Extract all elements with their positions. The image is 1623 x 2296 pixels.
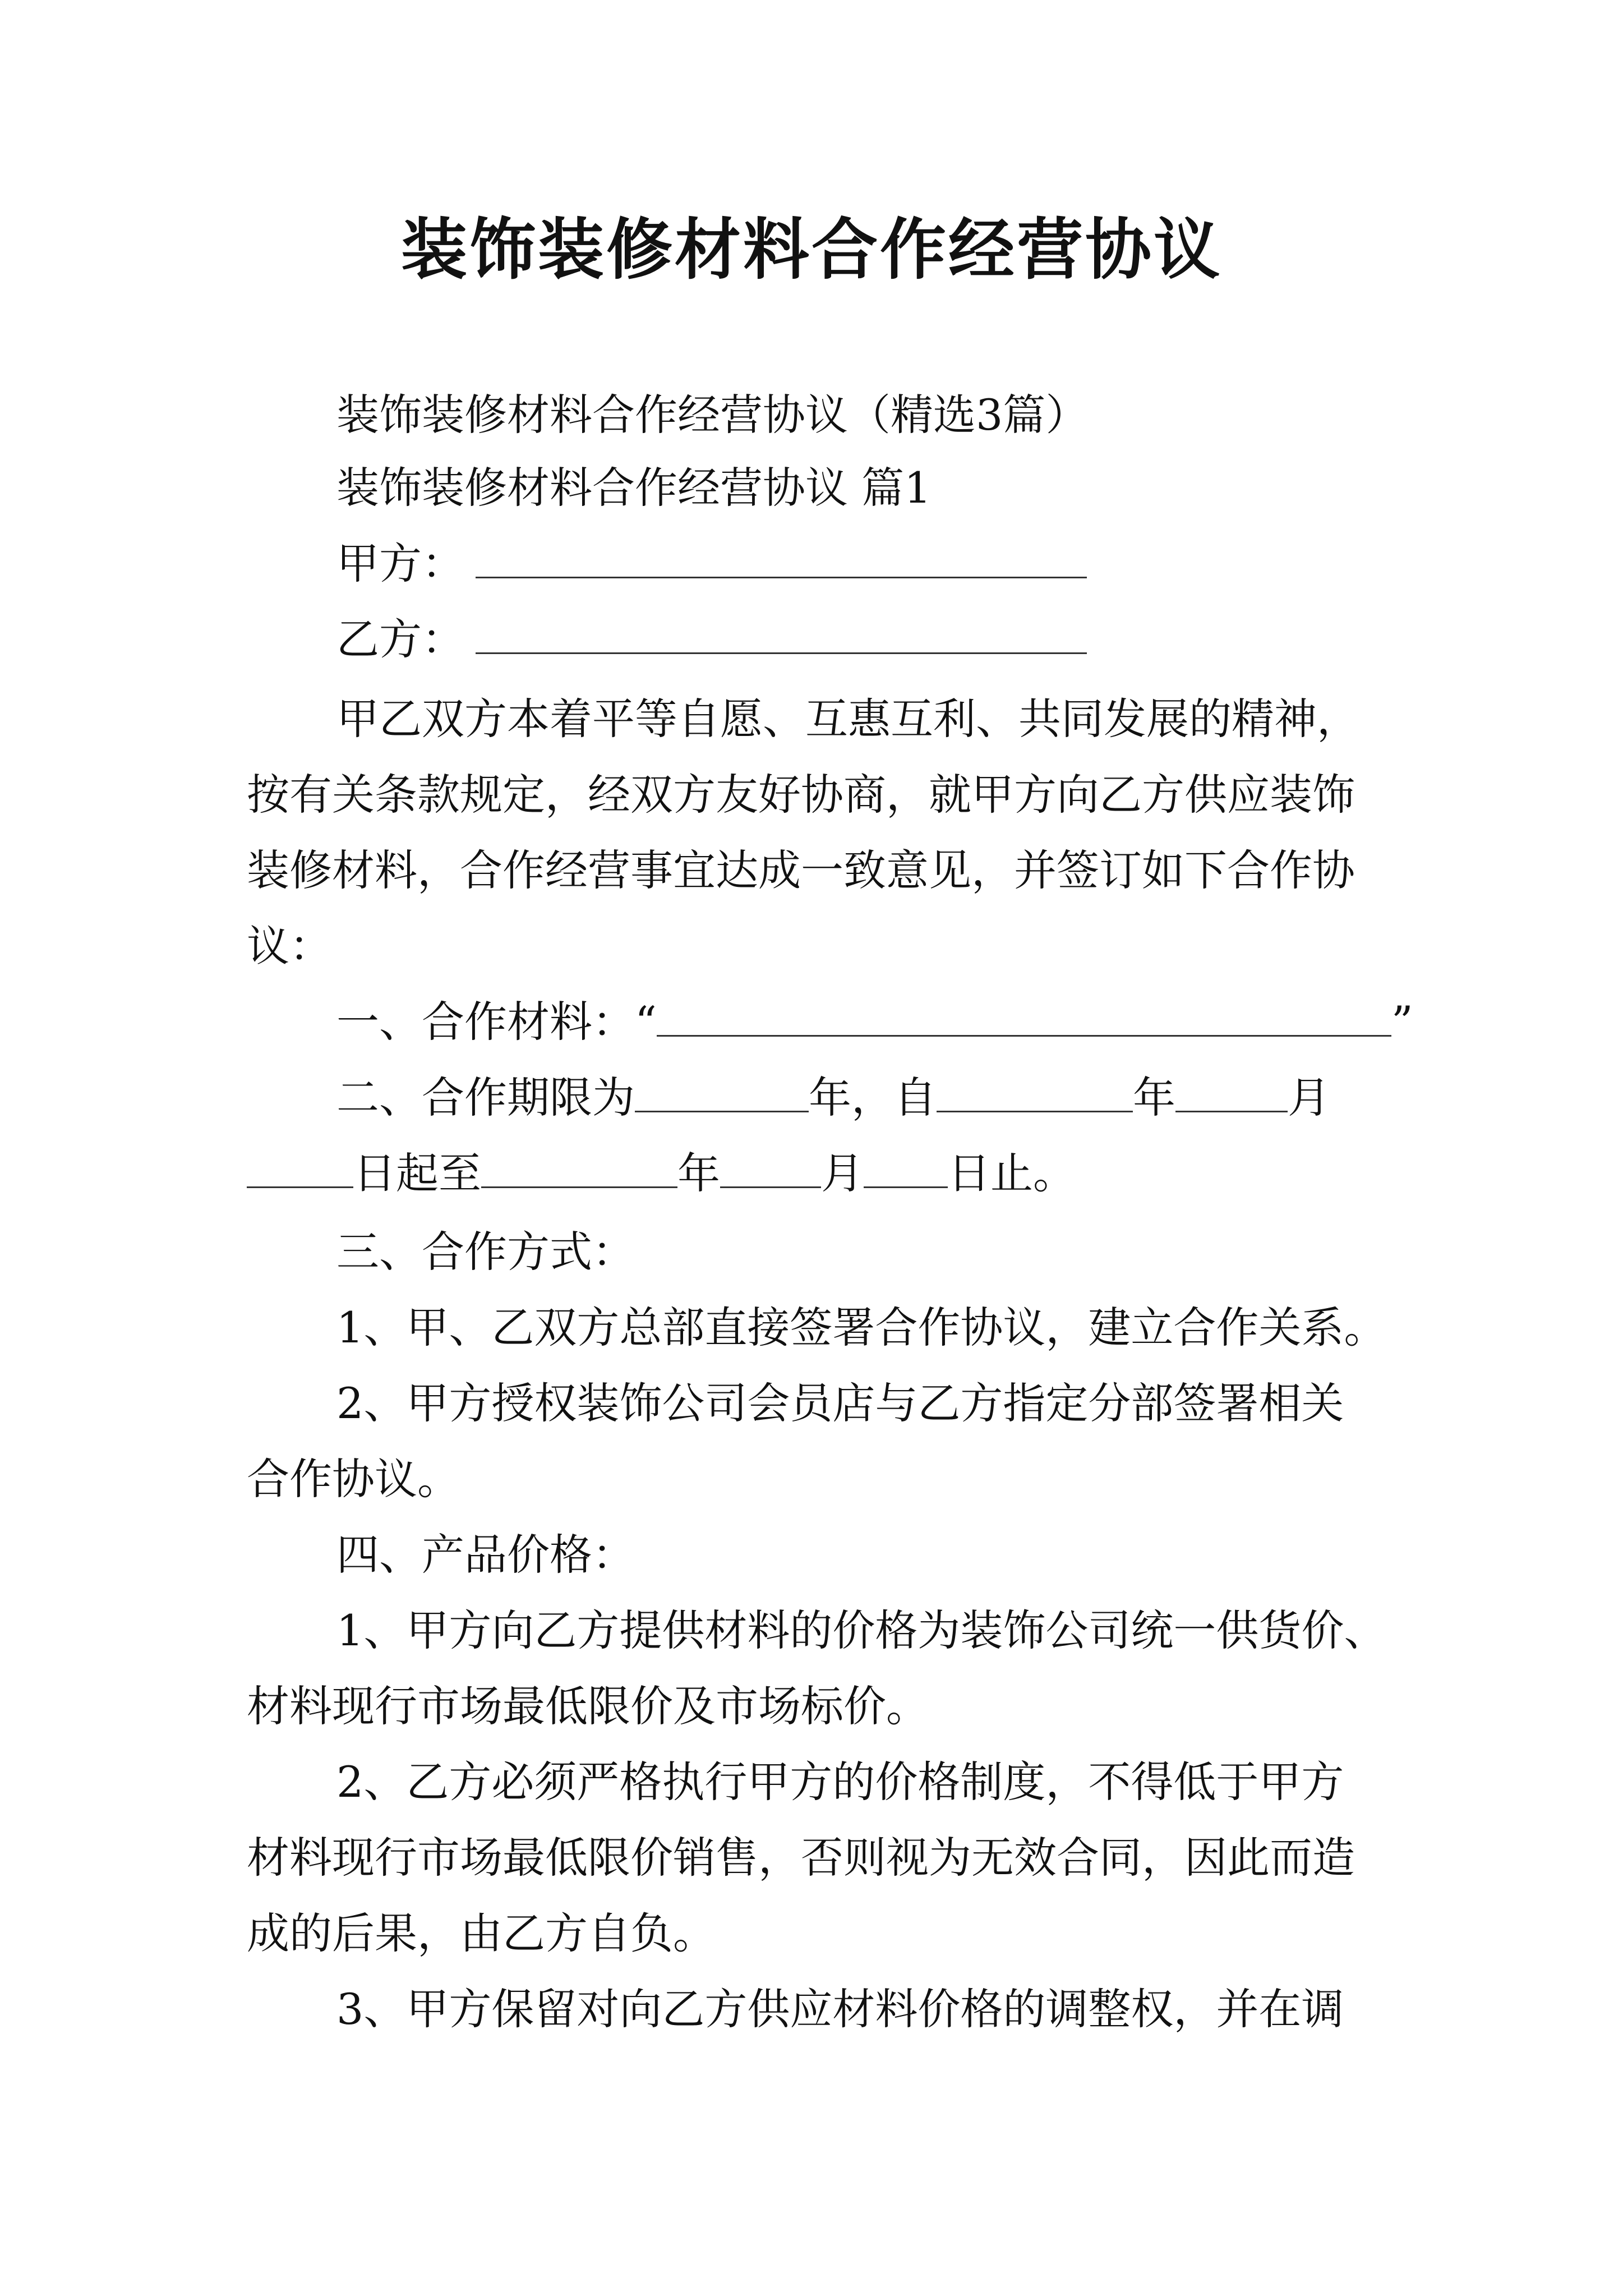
end-day-field[interactable] [864,1147,948,1188]
start-month-field[interactable] [1175,1071,1288,1112]
section-4-item-1-continued: 材料现行市场最低限价及市场标价。 [247,1681,929,1731]
party-b-label: 乙方： [336,614,464,664]
section-4-item-3: 3、甲方保留对向乙方供应材料价格的调整权，并在调 [336,1984,1344,2034]
start-year-field[interactable] [937,1071,1133,1112]
section-2-text: 年 [1133,1073,1175,1122]
party-b-field[interactable] [476,613,1087,654]
party-a-field[interactable] [476,537,1087,578]
section-4-item-1: 1、甲方向乙方提供材料的价格为装饰公司统一供货价、 [336,1605,1387,1655]
party-a-label: 甲方： [336,539,464,588]
start-day-field[interactable] [247,1147,353,1188]
section-2-text: 年 [677,1148,720,1198]
section-4-item-2-continued: 材料现行市场最低限价销售，否则视为无效合同，因此而造 [247,1833,1355,1883]
intro-paragraph-line: 按有关条款规定，经双方友好协商，就甲方向乙方供应装饰 [247,770,1355,820]
section-3-heading: 三、合作方式： [336,1227,635,1277]
materials-field[interactable] [657,996,1391,1037]
section-2-label: 二、合作期限为 [336,1073,635,1122]
document-title: 装饰装修材料合作经营协议 [400,211,1222,288]
section-2-text: 月 [1288,1073,1330,1122]
intro-paragraph-line: 议： [247,921,332,971]
section-4-item-2-continued: 成的后果，由乙方自负。 [247,1908,716,1958]
section-2-text: 月 [821,1148,864,1198]
end-year-field[interactable] [481,1147,677,1188]
section-2-text: 日起至 [353,1148,481,1198]
section-2-line [336,1070,1330,1126]
section-3-item-2: 2、甲方授权装饰公司会员店与乙方指定分部签署相关 [336,1378,1344,1428]
section-4-item-2: 2、乙方必须严格执行甲方的价格制度，不得低于甲方 [336,1757,1344,1807]
intro-paragraph-line: 装修材料，合作经营事宜达成一致意见，并签订如下合作协 [247,845,1355,895]
section-3-item-2-continued: 合作协议。 [247,1454,460,1504]
section-2-line-continued [247,1145,1076,1202]
section-1-close-quote: ” [1391,997,1413,1047]
party-b-line [336,611,1087,668]
section-2-text: 日止。 [948,1148,1076,1198]
section-2-text: 年，自 [809,1073,937,1122]
term-years-field[interactable] [635,1071,809,1112]
section-4-heading: 四、产品价格： [336,1530,635,1580]
part-subtitle: 装饰装修材料合作经营协议 篇1 [336,463,932,513]
section-1-label: 一、合作材料：“ [336,997,657,1047]
party-a-line [336,536,1087,592]
end-month-field[interactable] [720,1147,821,1188]
section-3-item-1: 1、甲、乙双方总部直接签署合作协议，建立合作关系。 [336,1303,1387,1352]
collection-subtitle: 装饰装修材料合作经营协议（精选3篇） [336,390,1089,440]
section-1-line [336,994,1413,1050]
intro-paragraph-line: 甲乙双方本着平等自愿、互惠互利、共同发展的精神， [336,694,1359,744]
